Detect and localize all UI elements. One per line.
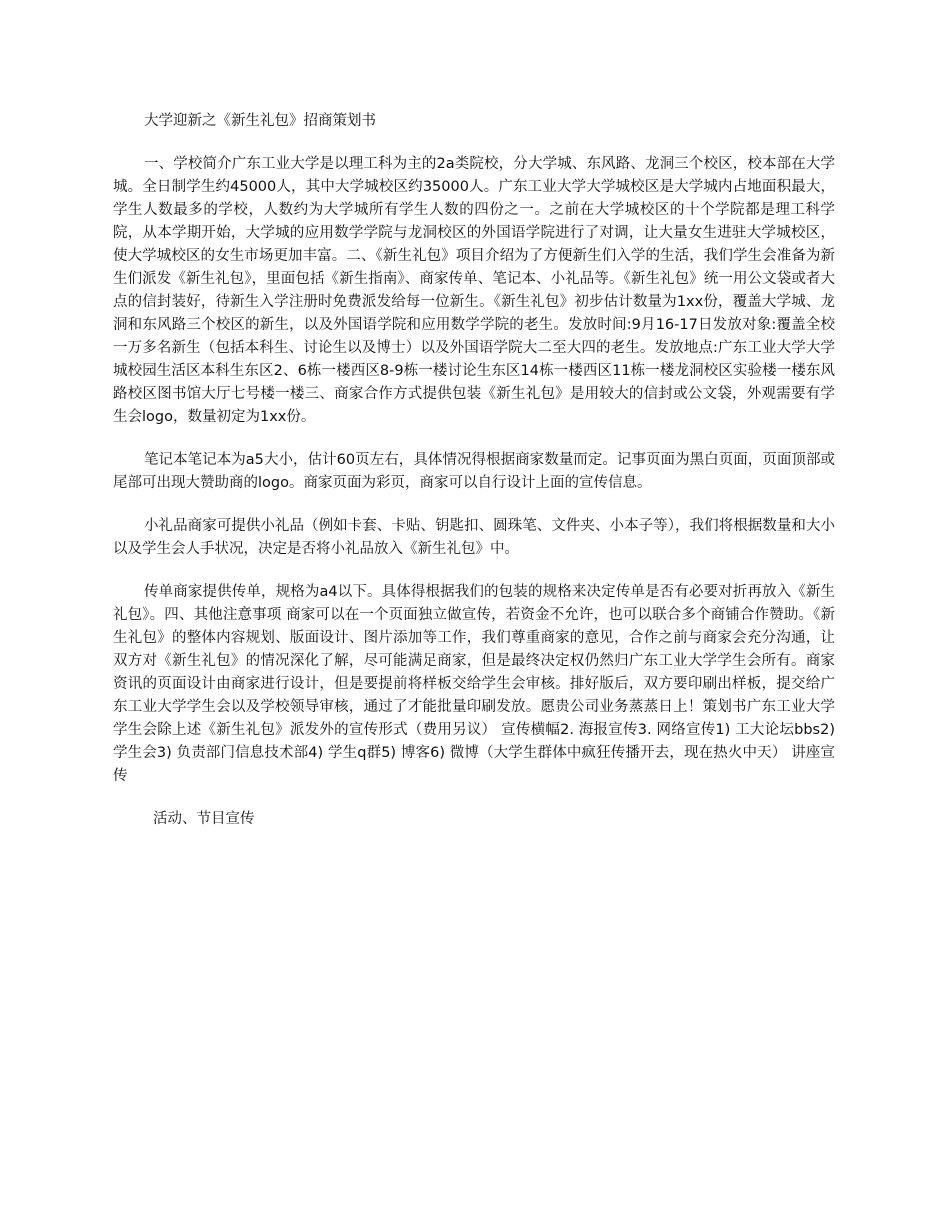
paragraph-notebook: 笔记本笔记本为a5大小，估计60页左右，具体情况得根据商家数量而定。记事页面为黑白页面，页面顶部或尾部可出现大赞助商的logo。商家页面为彩页，商家可以自行设计上面的宣传信息。 <box>113 452 835 491</box>
paragraph-school-intro: 一、学校简介广东工业大学是以理工科为主的2a类院校，分大学城、东风路、龙洞三个校区，校本部在大学城。全日制学生约45000人，其中大学城校区约35000人。广东工业大学大学城校区是大学城内占地面积最大，学生人数最多的学校，人数约为大学城所有学生人数的四份之一。之前在大学城校区的十个学院都是理工科学院，从本学期开始，大学城的应用数学学院与龙洞校区的外国语学院进行了对调，让大量女生进驻大学城校区，使大学城校区的女生市场更加丰富。二、《新生礼包》项目介绍为了方便新生们入学的生活，我们学生会准备为新生们派发《新生礼包》，里面包括《新生指南》、商家传单、笔记本、小礼品等。《新生礼包》统一用公文袋或者大点的信封装好，待新生入学注册时免费派发给每一位新生。《新生礼包》初步估计数量为1xx份，覆盖大学城、龙洞和东风路三个校区的新生，以及外国语学院和应用数学学院的老生。发放时间:9月16-17日发放对象:覆盖全校一万多名新生（包括本科生、讨论生以及博士）以及外国语学院大二至大四的老生。发放地点:广东工业大学大学城校园生活区本科生东区2、6栋一楼西区8-9栋一楼讨论生东区14栋一楼西区11栋一楼龙洞校区实验楼一楼东风路校区图书馆大厅七号楼一楼三、商家合作方式提供包装《新生礼包》是用较大的信封或公文袋，外观需要有学生会logo，数量初定为1xx份。 <box>113 156 835 425</box>
document-page <box>113 110 835 851</box>
paragraph-flyers: 传单商家提供传单，规格为a4以下。具体得根据我们的包装的规格来决定传单是否有必要对折再放入《新生礼包》。四、其他注意事项 商家可以在一个页面独立做宣传，若资金不允许，也可以联合多个商铺合作赞助。《新生礼包》的整体内容规划、版面设计、图片添加等工作，我们尊重商家的意见，合作之前与商家会充分沟通，让双方对《新生礼包》的情况深化了解，尽可能满足商家，但是最终决定权仍然归广东工业大学学生会所有。商家资讯的页面设计由商家进行设计，但是要提前将样板交给学生会审核。排好版后，双方要印刷出样板，提交给广东工业大学学生会以及学校领导审核，通过了才能批量印刷发放。愿贵公司业务蒸蒸日上！策划书广东工业大学学生会除上述《新生礼包》派发外的宣传形式（费用另议） 宣传横幅2. 海报宣传3. 网络宣传1) 工大论坛bbs2) 学生会3) 负责部门信息技术部4) 学生q群5) 博客6) 微博（大学生群体中疯狂传播开去，现在热火中天） 讲座宣传 <box>113 584 835 784</box>
paragraph-small-gifts: 小礼品商家可提供小礼品（例如卡套、卡贴、钥匙扣、圆珠笔、文件夹、小本子等），我们将根据数量和大小以及学生会人手状况，决定是否将小礼品放入《新生礼包》中。 <box>113 518 835 557</box>
document-title: 大学迎新之《新生礼包》招商策划书 <box>144 113 376 129</box>
paragraph-activity-promo: 活动、节目宣传 <box>153 811 255 827</box>
